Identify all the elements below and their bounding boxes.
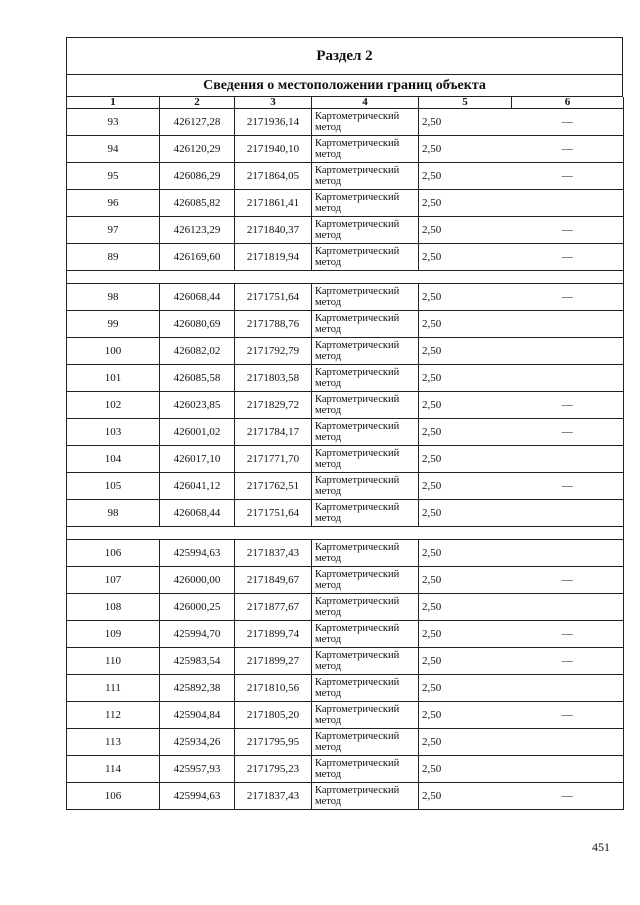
note-cell: — [512, 702, 624, 729]
x-coordinate-cell: 425994,70 [160, 621, 235, 648]
column-header: 3 [235, 97, 312, 109]
precision-cell: 2,50 [419, 500, 512, 527]
column-number-row [67, 97, 624, 109]
column-header: 5 [419, 97, 512, 109]
x-coordinate-cell: 426123,29 [160, 217, 235, 244]
point-number-cell: 113 [67, 729, 160, 756]
precision-cell: 2,50 [419, 473, 512, 500]
note-cell: — [512, 163, 624, 190]
table-row [67, 109, 624, 136]
y-coordinate-cell: 2171840,37 [235, 217, 312, 244]
precision-cell: 2,50 [419, 217, 512, 244]
x-coordinate-cell: 426001,02 [160, 419, 235, 446]
point-number-cell: 103 [67, 419, 160, 446]
precision-cell: 2,50 [419, 163, 512, 190]
precision-cell: 2,50 [419, 365, 512, 392]
method-cell: Картометрический метод [312, 365, 419, 392]
point-number-cell: 98 [67, 500, 160, 527]
method-cell: Картометрический метод [312, 136, 419, 163]
y-coordinate-cell: 2171784,17 [235, 419, 312, 446]
precision-cell: 2,50 [419, 729, 512, 756]
column-header: 4 [312, 97, 419, 109]
method-cell: Картометрический метод [312, 729, 419, 756]
precision-cell: 2,50 [419, 311, 512, 338]
point-number-cell: 106 [67, 540, 160, 567]
y-coordinate-cell: 2171861,41 [235, 190, 312, 217]
y-coordinate-cell: 2171795,95 [235, 729, 312, 756]
note-cell: — [512, 621, 624, 648]
note-cell [512, 500, 624, 527]
note-cell: — [512, 473, 624, 500]
y-coordinate-cell: 2171837,43 [235, 540, 312, 567]
precision-cell: 2,50 [419, 392, 512, 419]
precision-cell: 2,50 [419, 702, 512, 729]
y-coordinate-cell: 2171788,76 [235, 311, 312, 338]
y-coordinate-cell: 2171899,27 [235, 648, 312, 675]
note-cell: — [512, 567, 624, 594]
precision-cell: 2,50 [419, 621, 512, 648]
table-row [67, 136, 624, 163]
note-cell: — [512, 109, 624, 136]
point-number-cell: 94 [67, 136, 160, 163]
precision-cell: 2,50 [419, 136, 512, 163]
point-number-cell: 101 [67, 365, 160, 392]
table-row [67, 190, 624, 217]
method-cell: Картометрический метод [312, 783, 419, 810]
x-coordinate-cell: 426000,00 [160, 567, 235, 594]
x-coordinate-cell: 425983,54 [160, 648, 235, 675]
y-coordinate-cell: 2171837,43 [235, 783, 312, 810]
method-cell: Картометрический метод [312, 473, 419, 500]
y-coordinate-cell: 2171792,79 [235, 338, 312, 365]
x-coordinate-cell: 426086,29 [160, 163, 235, 190]
precision-cell: 2,50 [419, 675, 512, 702]
table-body [67, 109, 624, 810]
method-cell: Картометрический метод [312, 244, 419, 271]
note-cell: — [512, 217, 624, 244]
point-number-cell: 99 [67, 311, 160, 338]
x-coordinate-cell: 426080,69 [160, 311, 235, 338]
method-cell: Картометрический метод [312, 540, 419, 567]
y-coordinate-cell: 2171936,14 [235, 109, 312, 136]
table-row [67, 338, 624, 365]
note-cell [512, 190, 624, 217]
method-cell: Картометрический метод [312, 311, 419, 338]
point-number-cell: 100 [67, 338, 160, 365]
precision-cell: 2,50 [419, 284, 512, 311]
point-number-cell: 106 [67, 783, 160, 810]
table-row [67, 675, 624, 702]
point-number-cell: 110 [67, 648, 160, 675]
precision-cell: 2,50 [419, 648, 512, 675]
note-cell [512, 594, 624, 621]
x-coordinate-cell: 426017,10 [160, 446, 235, 473]
y-coordinate-cell: 2171829,72 [235, 392, 312, 419]
x-coordinate-cell: 426023,85 [160, 392, 235, 419]
method-cell: Картометрический метод [312, 648, 419, 675]
note-cell [512, 540, 624, 567]
point-number-cell: 111 [67, 675, 160, 702]
table-row [67, 446, 624, 473]
note-cell [512, 446, 624, 473]
precision-cell: 2,50 [419, 540, 512, 567]
precision-cell: 2,50 [419, 419, 512, 446]
method-cell: Картометрический метод [312, 338, 419, 365]
precision-cell: 2,50 [419, 756, 512, 783]
method-cell: Картометрический метод [312, 567, 419, 594]
y-coordinate-cell: 2171864,05 [235, 163, 312, 190]
y-coordinate-cell: 2171805,20 [235, 702, 312, 729]
point-number-cell: 109 [67, 621, 160, 648]
note-cell: — [512, 136, 624, 163]
table-frame [66, 37, 623, 97]
method-cell: Картометрический метод [312, 217, 419, 244]
x-coordinate-cell: 426068,44 [160, 500, 235, 527]
x-coordinate-cell: 426041,12 [160, 473, 235, 500]
x-coordinate-cell: 426068,44 [160, 284, 235, 311]
x-coordinate-cell: 426127,28 [160, 109, 235, 136]
table-title: Сведения о местоположении границ объекта [67, 75, 622, 97]
document-sheet [66, 37, 623, 810]
table-row [67, 419, 624, 446]
method-cell: Картометрический метод [312, 500, 419, 527]
precision-cell: 2,50 [419, 594, 512, 621]
note-cell: — [512, 244, 624, 271]
point-number-cell: 105 [67, 473, 160, 500]
method-cell: Картометрический метод [312, 392, 419, 419]
separator-row [67, 271, 624, 284]
table-row [67, 540, 624, 567]
table-row [67, 648, 624, 675]
y-coordinate-cell: 2171899,74 [235, 621, 312, 648]
table-row [67, 621, 624, 648]
separator-row [67, 527, 624, 540]
table-row [67, 500, 624, 527]
note-cell [512, 311, 624, 338]
method-cell: Картометрический метод [312, 163, 419, 190]
y-coordinate-cell: 2171762,51 [235, 473, 312, 500]
table-row [67, 567, 624, 594]
table-row [67, 284, 624, 311]
y-coordinate-cell: 2171810,56 [235, 675, 312, 702]
point-number-cell: 97 [67, 217, 160, 244]
x-coordinate-cell: 425904,84 [160, 702, 235, 729]
note-cell: — [512, 284, 624, 311]
precision-cell: 2,50 [419, 783, 512, 810]
method-cell: Картометрический метод [312, 594, 419, 621]
table-row [67, 217, 624, 244]
note-cell: — [512, 648, 624, 675]
y-coordinate-cell: 2171849,67 [235, 567, 312, 594]
method-cell: Картометрический метод [312, 419, 419, 446]
x-coordinate-cell: 425994,63 [160, 540, 235, 567]
point-number-cell: 107 [67, 567, 160, 594]
y-coordinate-cell: 2171751,64 [235, 500, 312, 527]
section-title: Раздел 2 [67, 38, 622, 75]
method-cell: Картометрический метод [312, 190, 419, 217]
x-coordinate-cell: 425934,26 [160, 729, 235, 756]
precision-cell: 2,50 [419, 109, 512, 136]
table-row [67, 594, 624, 621]
precision-cell: 2,50 [419, 567, 512, 594]
y-coordinate-cell: 2171795,23 [235, 756, 312, 783]
y-coordinate-cell: 2171751,64 [235, 284, 312, 311]
table-row [67, 163, 624, 190]
x-coordinate-cell: 426169,60 [160, 244, 235, 271]
column-header: 6 [512, 97, 624, 109]
precision-cell: 2,50 [419, 190, 512, 217]
note-cell [512, 675, 624, 702]
x-coordinate-cell: 426120,29 [160, 136, 235, 163]
x-coordinate-cell: 426085,58 [160, 365, 235, 392]
point-number-cell: 96 [67, 190, 160, 217]
method-cell: Картометрический метод [312, 621, 419, 648]
table-row [67, 311, 624, 338]
table-row [67, 729, 624, 756]
point-number-cell: 112 [67, 702, 160, 729]
method-cell: Картометрический метод [312, 675, 419, 702]
page-number: 451 [592, 840, 610, 854]
precision-cell: 2,50 [419, 244, 512, 271]
point-number-cell: 93 [67, 109, 160, 136]
note-cell [512, 365, 624, 392]
table-row [67, 756, 624, 783]
boundary-coordinates-table [66, 97, 624, 810]
y-coordinate-cell: 2171771,70 [235, 446, 312, 473]
x-coordinate-cell: 425957,93 [160, 756, 235, 783]
table-row [67, 244, 624, 271]
y-coordinate-cell: 2171803,58 [235, 365, 312, 392]
precision-cell: 2,50 [419, 446, 512, 473]
column-header: 2 [160, 97, 235, 109]
column-header: 1 [67, 97, 160, 109]
method-cell: Картометрический метод [312, 284, 419, 311]
note-cell: — [512, 783, 624, 810]
note-cell [512, 729, 624, 756]
point-number-cell: 104 [67, 446, 160, 473]
method-cell: Картометрический метод [312, 702, 419, 729]
method-cell: Картометрический метод [312, 446, 419, 473]
point-number-cell: 114 [67, 756, 160, 783]
method-cell: Картометрический метод [312, 756, 419, 783]
table-row [67, 473, 624, 500]
point-number-cell: 108 [67, 594, 160, 621]
point-number-cell: 89 [67, 244, 160, 271]
y-coordinate-cell: 2171940,10 [235, 136, 312, 163]
note-cell: — [512, 419, 624, 446]
x-coordinate-cell: 426082,02 [160, 338, 235, 365]
method-cell: Картометрический метод [312, 109, 419, 136]
note-cell [512, 338, 624, 365]
point-number-cell: 98 [67, 284, 160, 311]
note-cell [512, 756, 624, 783]
point-number-cell: 95 [67, 163, 160, 190]
table-row [67, 702, 624, 729]
y-coordinate-cell: 2171819,94 [235, 244, 312, 271]
x-coordinate-cell: 425994,63 [160, 783, 235, 810]
separator-cell [67, 527, 624, 540]
table-row [67, 783, 624, 810]
separator-cell [67, 271, 624, 284]
note-cell: — [512, 392, 624, 419]
x-coordinate-cell: 426000,25 [160, 594, 235, 621]
precision-cell: 2,50 [419, 338, 512, 365]
table-row [67, 392, 624, 419]
y-coordinate-cell: 2171877,67 [235, 594, 312, 621]
point-number-cell: 102 [67, 392, 160, 419]
table-row [67, 365, 624, 392]
x-coordinate-cell: 426085,82 [160, 190, 235, 217]
x-coordinate-cell: 425892,38 [160, 675, 235, 702]
